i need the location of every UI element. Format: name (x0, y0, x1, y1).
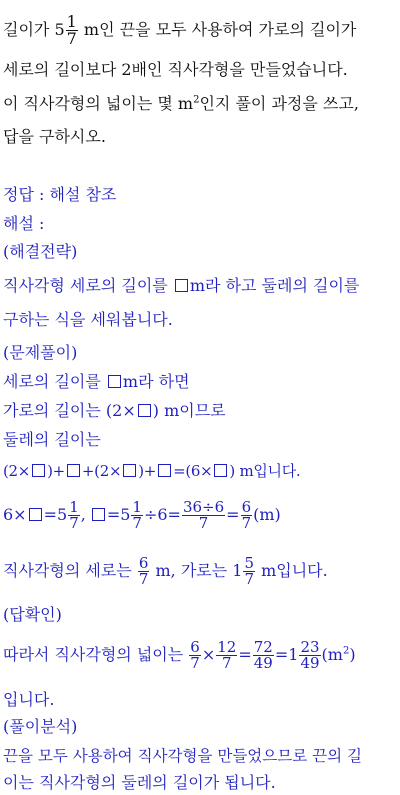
question-line-3: 이 직사각형의 넓이는 몇 $m^2$인지 풀이 과정을 쓰고, (3, 94, 359, 113)
blank-box-icon (123, 464, 136, 477)
equation-line: 6× =5 $\frac{1}{7}$ , =5 $\frac{1}{7}$ ÷6= $\frac{36\div 6}{7}$ = $\frac{6}{7}$ (m) (3, 498, 281, 532)
fraction: $\frac{23}{49}$ (300, 638, 320, 672)
result-line: 직사각형의 세로는 $\frac{6}{7}$ m, 가로는 1 $\frac{5}{7}$ m입니다. (3, 554, 328, 588)
strategy-line-2: 구하는 식을 세워봅니다. (3, 310, 173, 329)
fraction: $\frac{6}{7}$ (190, 638, 200, 672)
fraction: $\frac{5}{7}$ (244, 554, 254, 588)
check-line: 따라서 직사각형의 넓이는 $\frac{6}{7}$ × $\frac{12}{7}$ = $\frac{72}{49}$ =1 $\frac{23}{49}$ $(m^2)$ (3, 638, 356, 672)
blank-box-icon (158, 464, 171, 477)
solve-line-2: 가로의 길이는 (2× ) m이므로 (3, 401, 226, 420)
fraction: $\frac{6}{7}$ (138, 554, 149, 588)
blank-box-icon (32, 464, 45, 477)
solve-heading: (문제풀이) (3, 343, 78, 362)
fraction: $\frac{12}{7}$ (217, 638, 237, 672)
fraction: $\frac{36\div 6}{7}$ (182, 498, 225, 532)
blank-box-icon (138, 404, 151, 417)
fraction: $\frac{1}{7}$ (66, 12, 77, 48)
question-line-1: 길이가 5 $\frac{1}{7}$ m인 끈을 모두 사용하여 가로의 길이가 (3, 12, 357, 48)
fraction: $\frac{72}{49}$ (253, 638, 273, 672)
fraction: $\frac{1}{7}$ (69, 498, 79, 532)
blank-box-icon (108, 375, 121, 388)
blank-box-icon (67, 464, 80, 477)
blank-box-icon (29, 508, 42, 521)
blank-box-icon (92, 508, 105, 521)
blank-box-icon (175, 279, 188, 292)
question-line-4: 답을 구하시오. (3, 127, 106, 146)
solve-line-3: 둘레의 길이는 (3, 430, 101, 449)
solve-line-1: 세로의 길이를 m라 하면 (3, 372, 190, 391)
analysis-line-2: 이는 직사각형의 둘레의 길이가 됩니다. (3, 773, 276, 792)
check-end: 입니다. (3, 690, 55, 709)
explanation-label: 해설 : (3, 214, 45, 233)
strategy-heading: (해결전략) (3, 242, 78, 261)
fraction: $\frac{1}{7}$ (132, 498, 142, 532)
blank-box-icon (214, 464, 227, 477)
analysis-heading: (풀이분석) (3, 717, 78, 736)
solve-line-4: (2× )+ +(2× )+ =(6× ) m입니다. (3, 462, 301, 480)
strategy-line-1: 직사각형 세로의 길이를 m라 하고 둘레의 길이를 (3, 276, 360, 295)
fraction: $\frac{6}{7}$ (241, 498, 252, 532)
analysis-line-1: 끈을 모두 사용하여 직사각형을 만들었으므로 끈의 길 (3, 747, 362, 765)
question-line-2: 세로의 길이보다 2배인 직사각형을 만들었습니다. (3, 60, 348, 79)
check-heading: (답확인) (3, 605, 62, 624)
answer-line: 정답 : 해설 참조 (3, 185, 117, 204)
